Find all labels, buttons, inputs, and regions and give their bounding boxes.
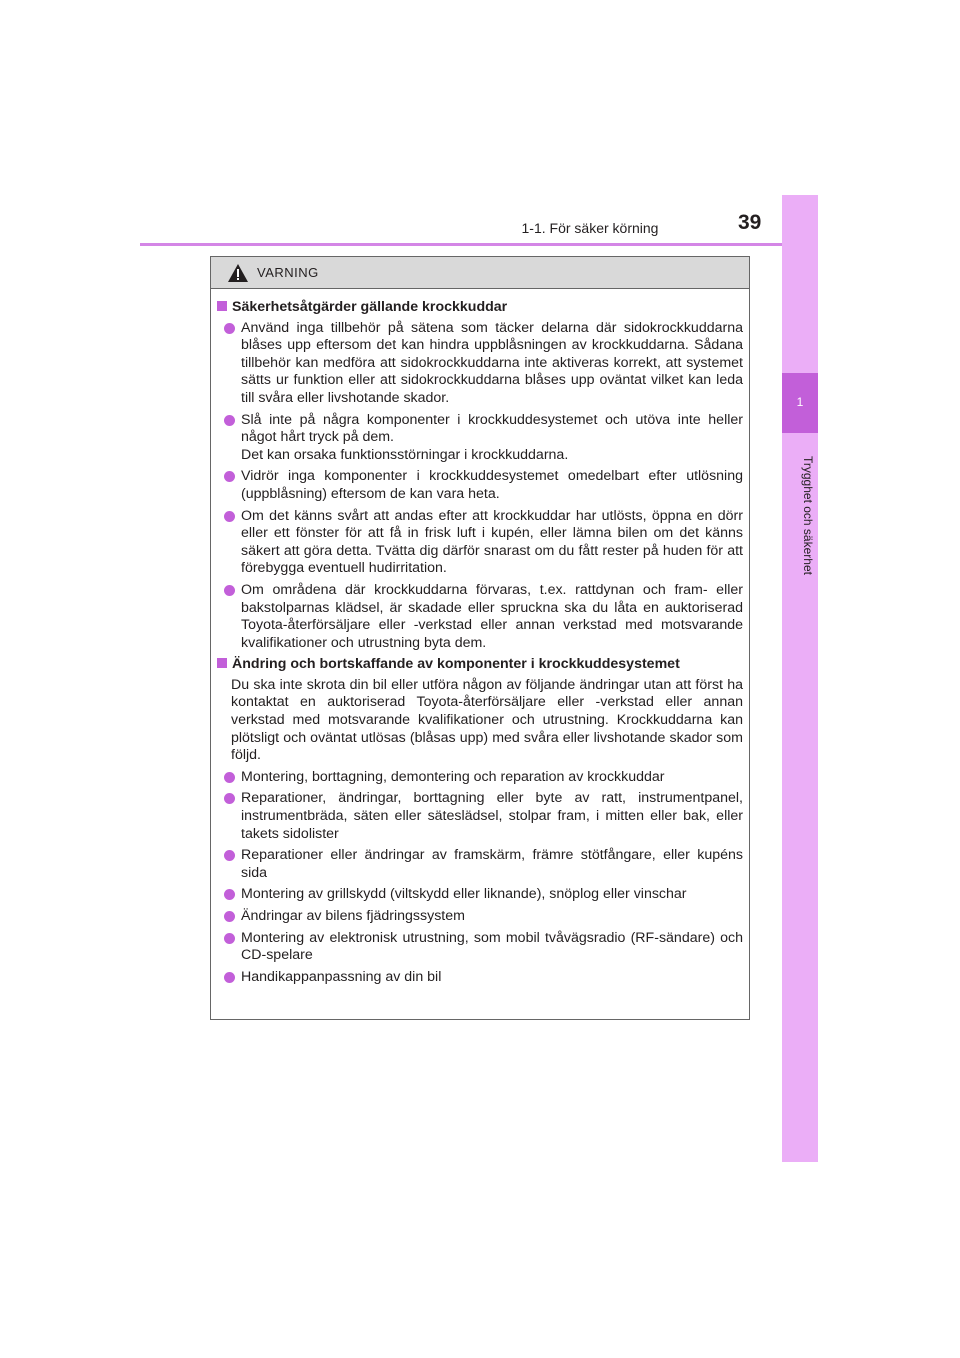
square-bullet-icon [217,301,227,311]
list-item [224,969,743,987]
list-item-text: Montering, borttagning, demontering och reparation av krockkuddar [241,768,665,785]
list-item-text: Om det känns svårt att andas efter att krockkuddar har utlösts, öppna en dörr eller ett fönster för att få in frisk luft i kupén, eller lämna bilen om det känns säkert att göra detta. Tvätta dig därför snarast om du fått rester på huden för att förebygga eventuell hudirritation. [241,507,743,577]
page-number: 39 [738,211,762,234]
bullet-icon [224,911,235,922]
bullet-icon [224,972,235,983]
section-airbag-safety [217,299,743,652]
list-item-text: Reparationer eller ändringar av framskärm, främre stötfångare, eller kupéns sida [241,847,743,881]
list-item [224,468,743,503]
square-bullet-icon [217,658,227,668]
side-tab-top [782,195,818,373]
list-item-text: Reparationer, ändringar, borttagning eller byte av ratt, instrumentpanel, instrumentbräda, säten eller säteslädsel, stolpar fram, i mitten eller bak, eller takets sidolister [241,790,743,842]
list-item [224,582,743,652]
bullet-icon [224,850,235,861]
warning-triangle-icon [227,263,249,283]
section-heading [217,299,743,317]
bullet-icon [224,772,235,783]
list-item [224,320,743,408]
bullet-icon [224,933,235,944]
list-item [224,769,743,787]
list-item-line: Det kan orsaka funktionsstörningar i krockkuddarna. [241,446,569,463]
chapter-label: Trygghet och säkerhet [801,455,815,575]
bullet-icon [224,471,235,482]
section-intro: Du ska inte skrota din bil eller utföra någon av följande ändringar utan att först ha kontaktat en auktoriserad Toyota-återförsäljare eller -verkstad eller annan verkstad med motsvarande kvalifikationer och utrustning. Krockkuddarna kan plötsligt och oväntat utlösas (blåsas upp) med svåra eller livshotande skador som följd. [231,676,743,764]
section-heading-text: Ändring och bortskaffande av komponenter i krockkuddesystemet [232,656,680,673]
list-item [224,412,743,465]
list-item-text: Montering av elektronisk utrustning, som mobil tvåvägsradio (RF-sändare) och CD-spelare [241,929,743,964]
section-airbag-modification [217,656,743,986]
list-item-text: Vidrör inga komponenter i krockkuddesystemet omedelbart efter utlösning (uppblåsning) eftersom de kan vara heta. [241,468,743,502]
bullet-icon [224,511,235,522]
warning-header [211,257,749,289]
list-item [224,790,743,843]
bullet-icon [224,889,235,900]
bullet-icon [224,793,235,804]
list-item-text: Handikappanpassning av din bil [241,968,442,985]
warning-box [210,256,750,1020]
bullet-icon [224,323,235,334]
list-item-text: Montering av grillskydd (viltskydd eller liknande), snöplog eller vinschar [241,886,687,903]
list-item [224,930,743,965]
list-item [224,508,743,578]
list-item-text: Om områdena där krockkuddarna förvaras, t.ex. rattdynan och fram- eller bakstolparnas klädsel, är skadade eller spruckna ska du låta en auktoriserad Toyota-återförsäljare eller -verkstad eller annan verkstad med motsvarande kvalifikationer och utrustning byta dem. [241,581,743,651]
bullet-icon [224,415,235,426]
side-tab-chapter[interactable] [782,373,818,433]
bullet-icon [224,585,235,596]
list-item [224,908,743,926]
header-rule [140,243,818,246]
warning-body [211,289,749,986]
chapter-title: 1-1. För säker körning [521,220,659,236]
section-heading [217,656,743,674]
section-heading-text: Säkerhetsåtgärder gällande krockkuddar [232,299,508,315]
warning-title: VARNING [257,265,319,280]
chapter-number: 1 [796,395,804,409]
list-item [224,886,743,904]
list-item-text: Använd inga tillbehör på sätena som täcker delarna där sidokrockkuddarna blåses upp eftersom det kan hindra uppblåsningen av krockkuddarna. Sådana tillbehör kan medföra att sidokrockkuddarna inte aktiveras korrekt, att systemet sätts ur funktion eller att sidokrockkuddarna blåses upp oväntat vilket kan leda till svåra eller livshotande skador. [241,319,743,406]
list-item-text [241,412,743,465]
list-item [224,847,743,882]
list-item-line: Slå inte på några komponenter i krockkuddesystemet och utöva inte heller något hårt tryck på dem. [241,411,743,446]
list-item-text: Ändringar av bilens fjädringssystem [241,908,465,924]
